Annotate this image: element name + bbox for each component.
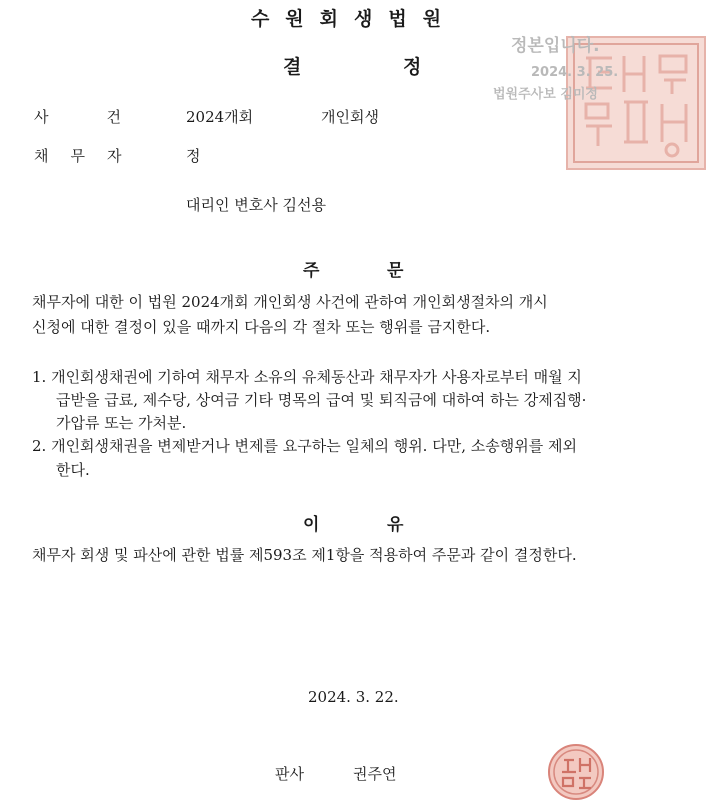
debtor-agent: 대리인 변호사 김선용 [186, 196, 326, 214]
certified-copy-date: 2024. 3. 25. [531, 65, 619, 80]
document-title-right: 정 [403, 56, 422, 78]
order-item-1-line-2: 급받을 급료, 제수당, 상여금 기타 명목의 급여 및 퇴직금에 대하여 하는 강제집행· [56, 391, 587, 409]
reason-heading-right: 유 [387, 515, 404, 535]
judge-label: 판사 [275, 765, 304, 783]
document-title-left: 결 [283, 56, 302, 78]
judge-name: 권주연 [353, 765, 397, 783]
reason-text: 채무자 회생 및 파산에 관한 법률 제593조 제1항을 적용하여 주문과 같이 결정한다. [32, 546, 577, 564]
order-intro-line-1: 채무자에 대한 이 법원 2024개회 개인회생 사건에 관하여 개인회생절차의 개시 [32, 293, 548, 311]
case-number: 2024개회 [186, 108, 254, 126]
reason-heading-left: 이 [303, 515, 320, 535]
certified-copy-officer: 법원주사보 김미정 [493, 87, 598, 102]
order-item-1-line-3: 가압류 또는 가처분. [56, 414, 187, 432]
court-seal-icon [568, 38, 704, 168]
court-name: 수원회생법원 [250, 8, 458, 30]
order-heading-left: 주 [303, 261, 320, 281]
certified-copy-stamp: 정본입니다. [511, 36, 600, 56]
court-seal-image [566, 36, 706, 170]
case-type: 개인회생 [321, 108, 379, 126]
order-item-1-line-1: 1. 개인회생채권에 기하여 채무자 소유의 유체동산과 채무자가 사용자로부터 매월 지 [32, 368, 582, 386]
judge-seal-icon [550, 746, 602, 798]
decision-date: 2024. 3. 22. [308, 688, 399, 706]
debtor-value: 정 [186, 147, 201, 165]
case-label: 사 건 [34, 108, 121, 126]
judge-seal-image [548, 744, 604, 800]
order-heading-right: 문 [387, 261, 404, 281]
order-item-2-line-1: 2. 개인회생채권을 변제받거나 변제를 요구하는 일체의 행위. 다만, 소송행위를 제외 [32, 437, 577, 455]
order-item-2-line-2: 한다. [56, 461, 90, 479]
debtor-label: 채 무 자 [34, 147, 122, 165]
order-intro-line-2: 신청에 대한 결정이 있을 때까지 다음의 각 절차 또는 행위를 금지한다. [32, 318, 491, 336]
